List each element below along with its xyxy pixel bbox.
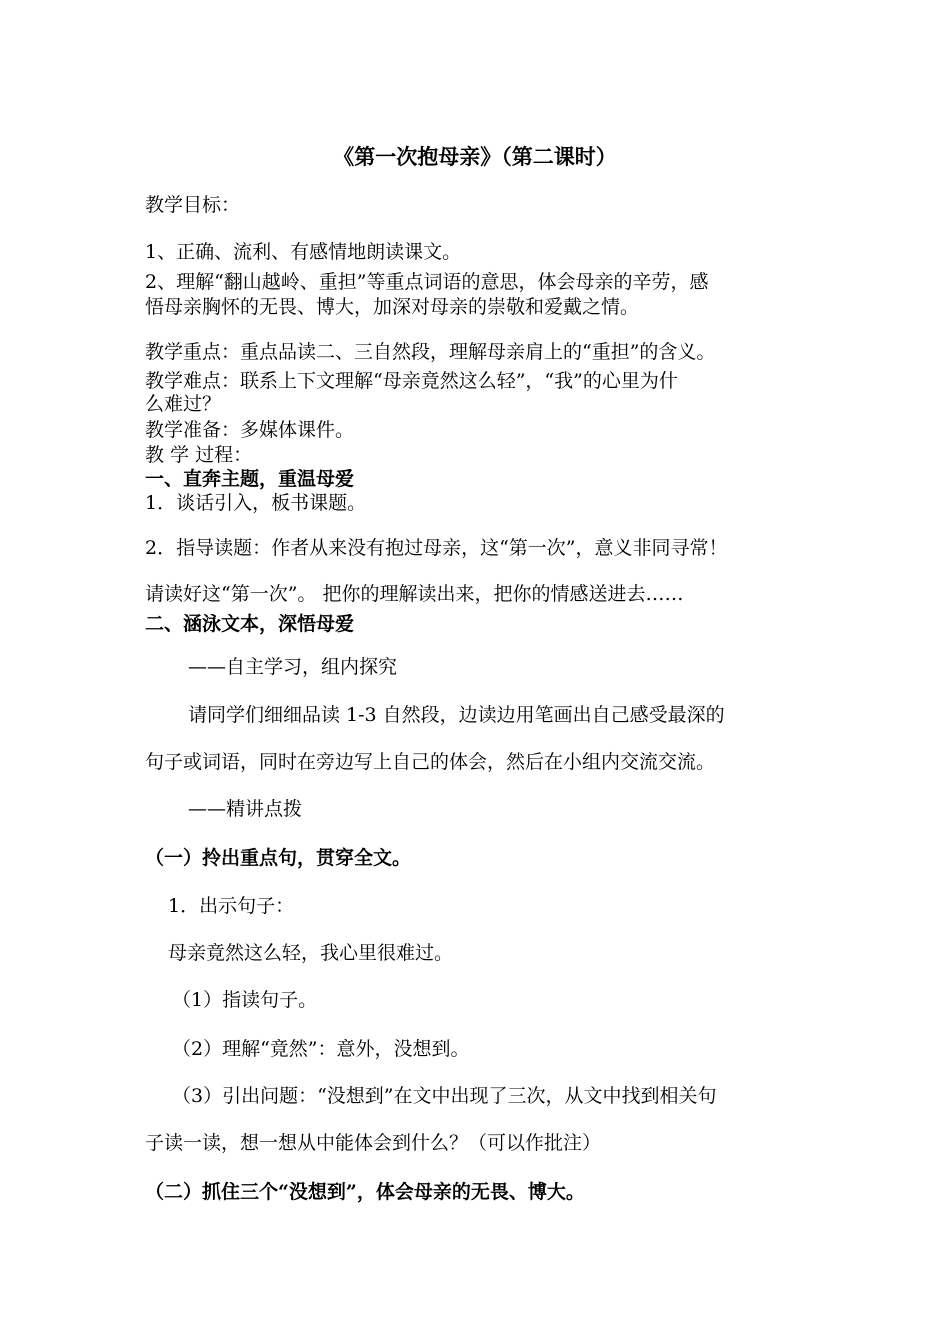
section-2-heading: 二、涵泳文本，深悟母爱 xyxy=(145,613,355,635)
section-1-heading: 一、直奔主题，重温母爱 xyxy=(145,468,355,490)
difficulty-line-2: 么难过？ xyxy=(145,393,222,415)
preparation: 教学准备：多媒体课件。 xyxy=(145,419,355,441)
objective-2-line-2: 悟母亲胸怀的无畏、博大，加深对母亲的崇敬和爱戴之情。 xyxy=(145,296,640,318)
self-study-text-line-2: 句子或词语，同时在旁边写上自己的体会，然后在小组内交流交流。 xyxy=(145,751,716,773)
key-sentence: 母亲竟然这么轻，我心里很难过。 xyxy=(168,942,454,964)
sub-1-item-1: 1．出示句子： xyxy=(168,895,295,917)
self-study-label: ——自主学习，组内探究 xyxy=(188,656,398,678)
section-1-item-1: 1．谈话引入，板书课题。 xyxy=(145,492,367,514)
objective-1: 1、正确、流利、有感情地朗读课文。 xyxy=(145,241,462,263)
section-1-item-3: 请读好这“第一次”。 把你的理解读出来，把你的情感送进去…… xyxy=(145,583,684,605)
step-2: （2）理解“竟然”：意外，没想到。 xyxy=(172,1038,470,1060)
step-1: （1）指读句子。 xyxy=(172,989,318,1011)
sub-section-2-heading: （二）抓住三个“没想到”，体会母亲的无畏、博大。 xyxy=(145,1181,585,1203)
key-point: 教学重点：重点品读二、三自然段，理解母亲肩上的“重担”的含义。 xyxy=(145,341,716,363)
step-3-line-1: （3）引出问题：“没想到”在文中出现了三次，从文中找到相关句 xyxy=(172,1085,717,1107)
sub-section-1-heading: （一）拎出重点句，贯穿全文。 xyxy=(145,847,412,869)
step-3-line-2: 子读一读，想一想从中能体会到什么？（可以作批注） xyxy=(145,1132,602,1154)
guidance-label: ——精讲点拨 xyxy=(188,798,303,820)
page-title: 《第一次抱母亲》（第二课时） xyxy=(333,144,617,169)
difficulty-line-1: 教学难点：联系上下文理解“母亲竟然这么轻”，“我”的心里为什 xyxy=(145,370,678,392)
objective-2-line-1: 2、理解“翻山越岭、重担”等重点词语的意思，体会母亲的辛劳，感 xyxy=(145,271,709,293)
objectives-heading: 教学目标： xyxy=(145,194,241,216)
self-study-text-line-1: 请同学们细细品读 1-3 自然段，边读边用笔画出自己感受最深的 xyxy=(188,704,725,726)
process-heading: 教 学 过程： xyxy=(145,444,253,466)
section-1-item-2: 2．指导读题：作者从来没有抱过母亲，这“第一次”，意义非同寻常！ xyxy=(145,537,728,559)
